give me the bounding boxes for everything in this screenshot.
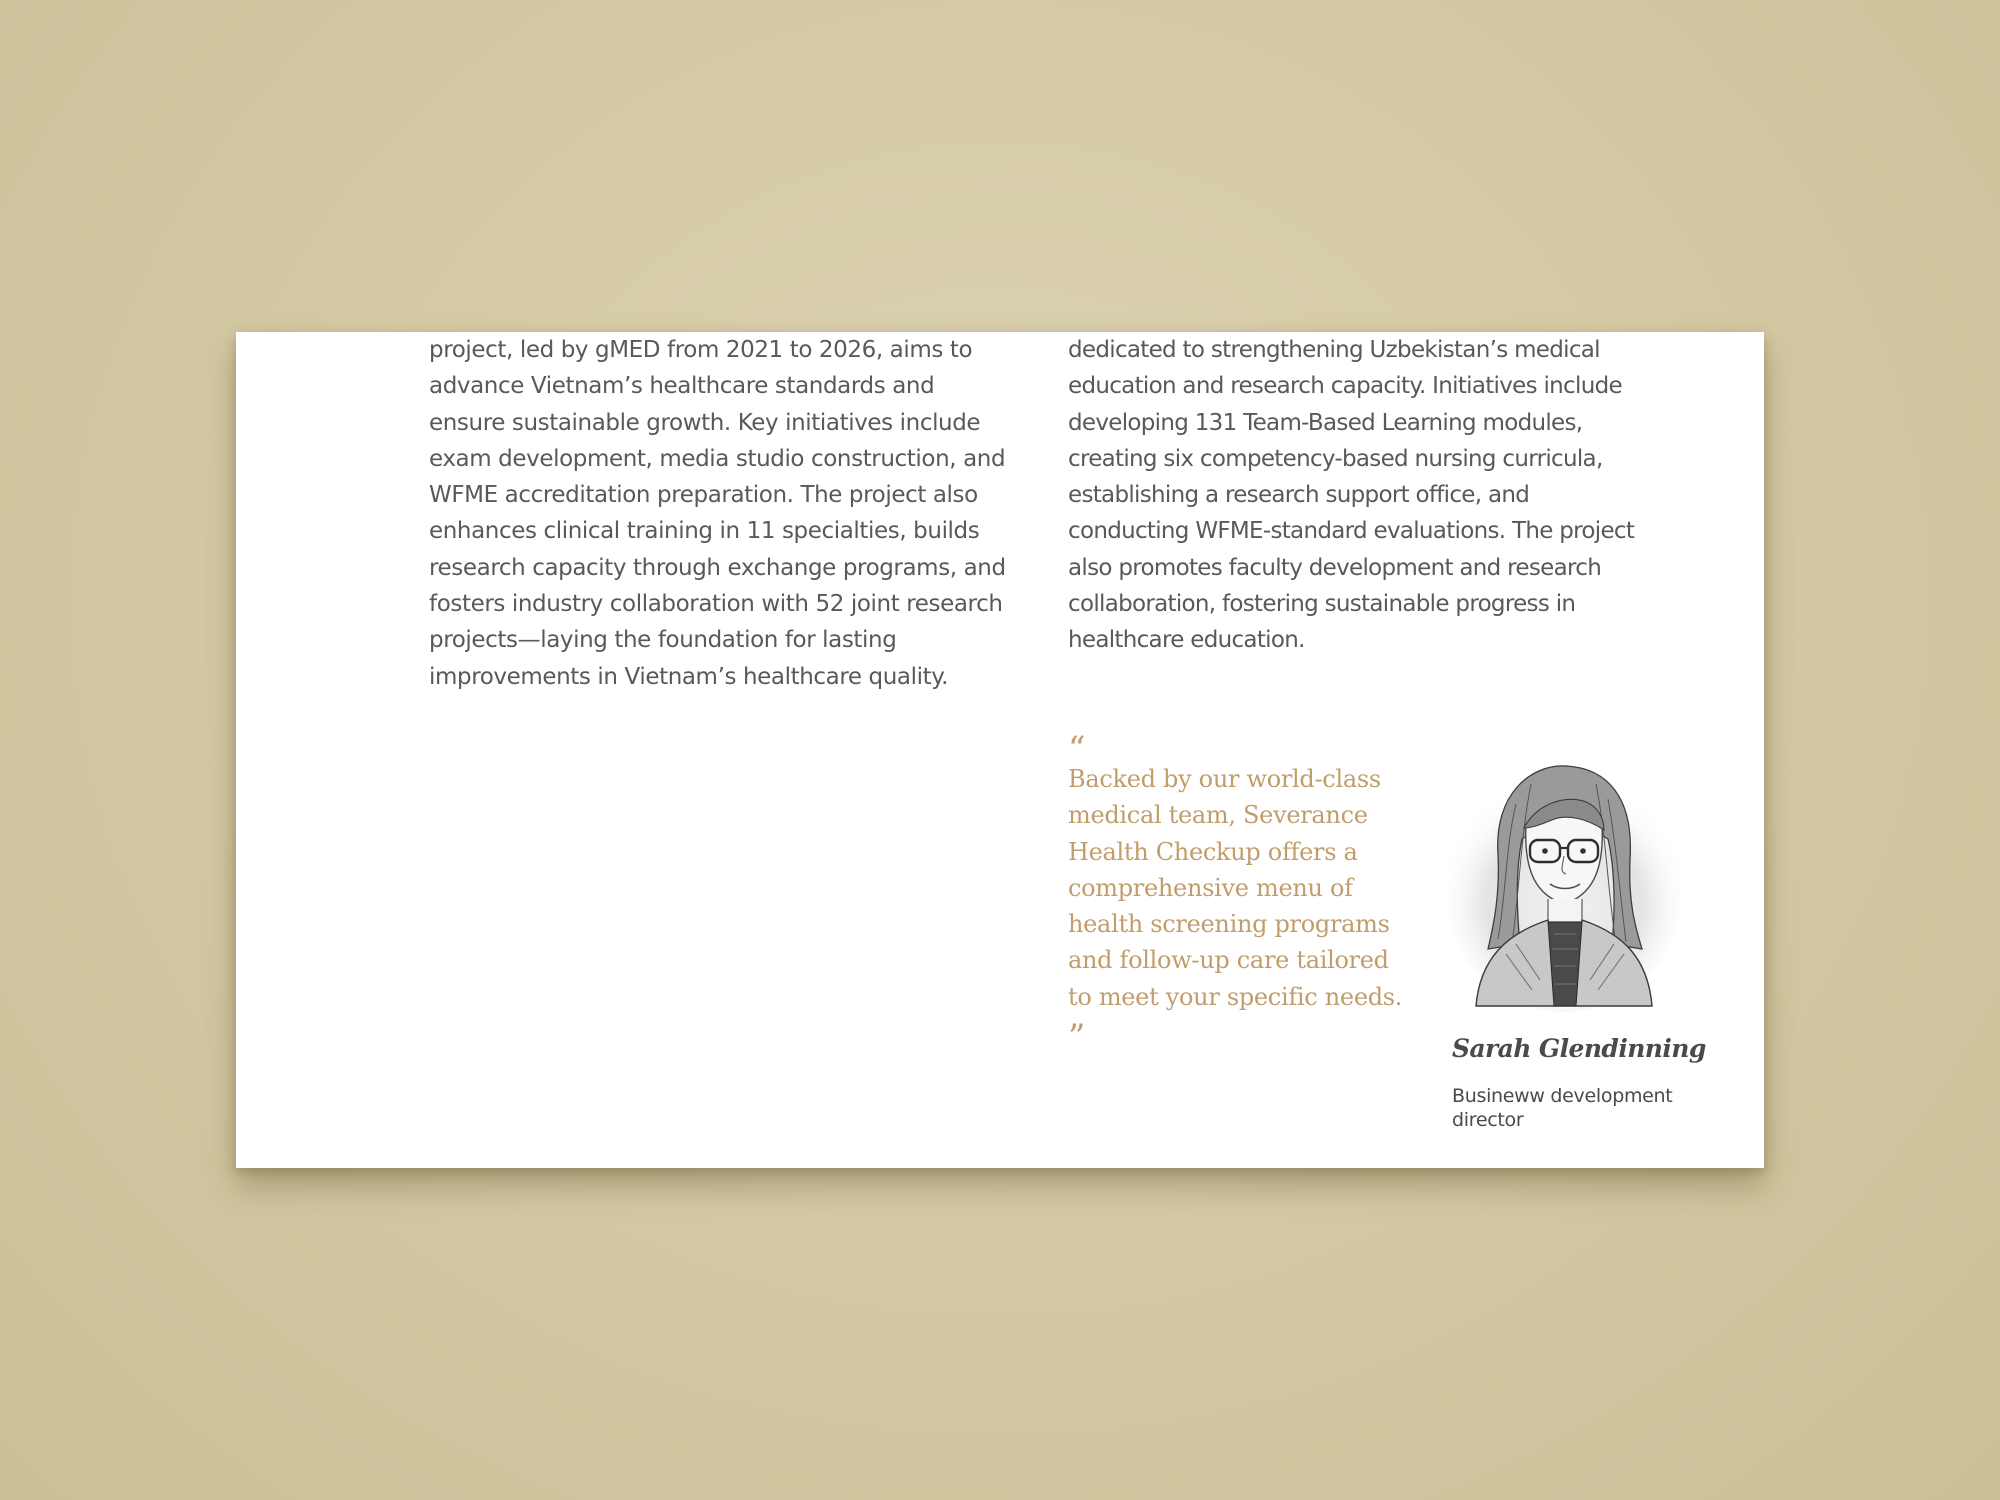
- testimonial-quote: Backed by our world-class medical team, Severance Health Checkup offers a comprehensive menu of health screening programs and follow-up care tailored to meet your specific needs.: [1068, 765, 1403, 1011]
- close-quote-mark: ”: [1068, 1017, 1086, 1057]
- testimonial-author-name: Sarah Glendinning: [1452, 1034, 1706, 1063]
- open-quote-mark: “: [1068, 729, 1086, 769]
- document-page: [236, 332, 1764, 1168]
- portrait-sketch-icon: [1436, 744, 1686, 1014]
- right-column-text: dedicated to strengthening Uzbekistan’s medical education and research capacity. Initiatives include developing 131 Team-Based Learning modules, creating six competency-based nursing curricula, establishing a research support office, and conducting WFME-standard evaluations. The project also promotes faculty development and research collaboration, fostering sustainable progress in healthcare education.: [1068, 337, 1635, 654]
- testimonial-author-role: Busineww development director: [1452, 1085, 1673, 1131]
- left-column-text: project, led by gMED from 2021 to 2026, aims to advance Vietnam’s healthcare standards and ensure sustainable growth. Key initiatives include exam development, media studio construction, and WFME accreditation preparation. The project also enhances clinical training in 11 specialties, builds research capacity through exchange programs, and fosters industry collaboration with 52 joint research projects—laying the foundation for lasting improvements in Vietnam’s healthcare quality.: [429, 337, 1006, 690]
